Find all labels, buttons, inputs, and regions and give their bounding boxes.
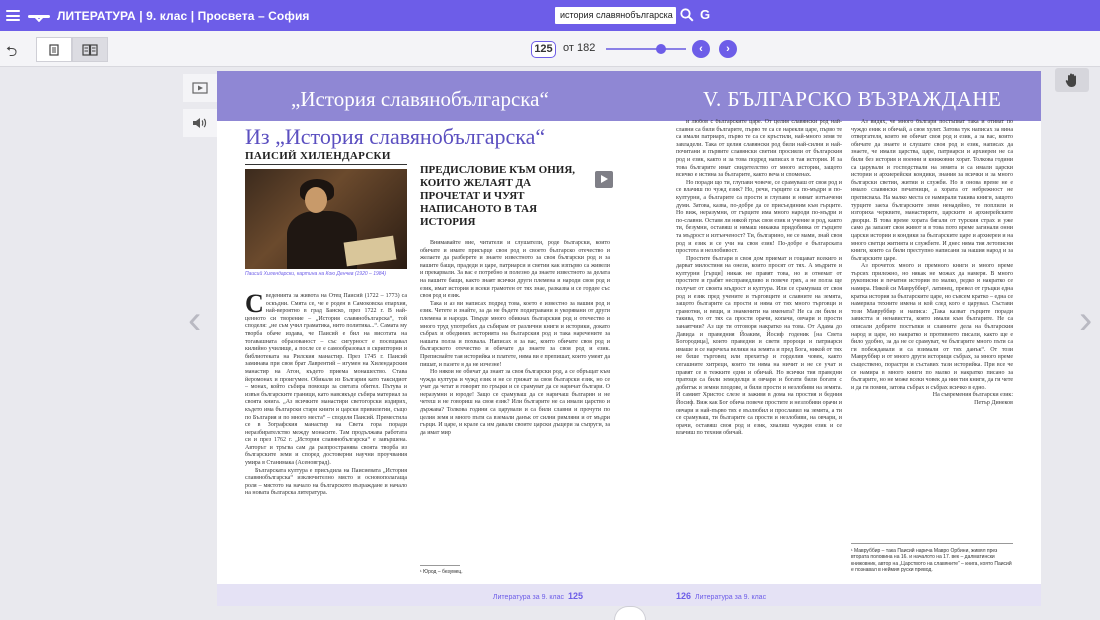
preface-title: ПРЕДИСЛОВИЕ КЪМ ОНИЯ, КОИТО ЖЕЛАЯТ ДА ПРОЧЕТАТ И ЧУЯТ НАПИСАНОТО В ТАЯ ИСТОРИЯ: [420, 164, 576, 228]
video-icon: [192, 82, 208, 94]
footnote-divider: [420, 565, 460, 566]
right-paragraph-4: Аз видях, че много българи постъпват така и отиват по чуждо еник и обичай, а своя хулят. Затова тук написах за вина отвергателя, които не обичат своя род и език, а за вас, които обичате да знаете и слушате своя род и език, написах да знаете, че имали царства, царе, патриарси и архиереи не са били без история и военни и книжовни хорат. Толкова години са царували и господствали на земята и са имали царски истории и архиерейски кондики, знания за всички и за много български светии, житии и служби. Но в онова време не е имало славянски печатници, а хората от небрежност не преписваха. На малко места се намирали такива книги, защото турците заеха българските земя ненадейно, те поплили и изгориха черквите, манастирите, царските и архиерейските дворци. В това време хората бягали от турския страх и уже само да запазят своя живот и в това пото време загинали онни царски истории и кондики за българските царе и архиереи и на много светци житията и службите. И днес няма тия летописни книги, които са били преступно написани за нашия народ и за българските царе.: [851, 119, 1013, 262]
page-count-label: от 182: [563, 42, 596, 54]
page-heading: Из „История славянобългарска“: [245, 124, 546, 149]
single-page-view-button[interactable]: [36, 37, 72, 62]
right-footer: [621, 584, 1041, 606]
biography-paragraph: ведeнията за живота на Отец Паисий (1722 – 1773) са оскъдни. Смята се, че е роден в Самоковска епархия, най-вероятно в град Банско, през 1722 г. В най-ценното си творение – „История славянобългарска“, той споделя: „не съм учил граматика, нито политика...“. Самата му творба обаче издава, че Паисий е бил на висотата на тогавашната образованост – със сигурност е посещавал килийно училище, а после се е самообразовал в скрипторни и библиотеката на Рилския манастир. През 1745 г. Паисий заминава при своя брат Лаврентий – игумен на Хилендарския манастир на Атон, където приема монашество. Става йеромонах и проигумен. Обикаля из България като таксидиот – монах, който събира помощи за светата обител. Пътува и извън българските граници, като навсякъде събира материал за своята книга. „Аз всичките манастири светогорски издирих, където има български стари книги и царски привилегии, също по България и по много места“ – споделя Паисий. Преместила се в Зографския манастир на Света гора поради неразбирателство между монасите. Там продължава работата си и през 1762 г. „История славянобългарска“ е завършена. Авторът и тръгва сам да разпространява своята творба из българските земи и според достоверни научни проучвания умира в Станимака (Асеновград).: [245, 293, 407, 467]
right-column-1: [676, 119, 842, 579]
previous-page-button[interactable]: ‹: [692, 40, 710, 58]
right-footer-label: 126 Литература за 9. клас: [676, 591, 767, 601]
audio-button[interactable]: [183, 109, 217, 137]
translator-name: Петър Динеков: [974, 399, 1013, 406]
right-column-2: [851, 119, 1013, 541]
left-page-band: [217, 71, 621, 121]
app-title: ЛИТЕРАТУРА | 9. клас | Просвета – София: [57, 8, 310, 23]
author-divider: [245, 164, 407, 165]
right-paragraph-2: Но поради що ти, глупави човече, се срамуваш от своя род и се влачиш по чужд език? Но, речи, гърците са по-мъдри и по-културни, а българите са прости и глупави и нямат изтънчени думи. Затова, казва, по-добре да се присъединим към гърците. Но виж, неразумни, от гърците има много народи по-мъдри и по-славни. Оставя ли някой грък своя език и учение и род, както ти, безумни, оставяш и нямаш никаква придобивка от гърците та мъдрост и изтънченост? Ти, българино, не се мами, знай своя род и език и се учи на своя език! По-добре е българската простота и незлобивост.: [676, 179, 842, 255]
page-slider[interactable]: [606, 48, 686, 50]
page-curl-handle[interactable]: [614, 606, 646, 620]
footnote: ¹ Юрод – безумец.: [420, 569, 463, 575]
search-icon[interactable]: [680, 8, 694, 22]
hand-tool-button[interactable]: [1055, 68, 1089, 92]
search-input[interactable]: история славянобългарска: [555, 7, 676, 24]
right-paragraph-1: и любов с българските царе. От целия славянски род най-славни са били българите, първо те са се нарекли царе, първо те са имали патриарх, първо те са се кръстили, най-много земя те завладели. Така от целия славянски род били най-силни и най-почитани и първите славянски светии просияли от българския род и език, както и за това подред написах в тая история. И за това българите имат свидетелство от много истории, защото всичко е истина за българите, както веча и споменах.: [676, 119, 842, 179]
right-footnote-divider: [851, 543, 1013, 544]
left-page: [217, 71, 621, 606]
next-spread-arrow[interactable]: ›: [1079, 298, 1093, 342]
preface-text: [420, 240, 610, 562]
translation-note: На съвремения български език:: [932, 392, 1013, 399]
single-page-icon: [49, 44, 59, 56]
double-page-view-button[interactable]: [72, 37, 108, 62]
logo: [28, 9, 50, 23]
right-footnote: ¹ Мавруббир – така Паисий нарича Мавро Орбини, живял през втората половина на 16. и началото на 17. век – далматински книжовник, автор на „Царството на славяните“ – книга, която Паисий е познавал в неймия руски превод.: [851, 548, 1012, 574]
top-bar: [0, 0, 1100, 31]
video-button[interactable]: [183, 74, 217, 102]
biography-text: [245, 293, 407, 578]
right-paragraph-3: Простите българи в своя дом приемат и гощават всекиго и дарват милостиня на онези, които просят от тях. А мъдрите и културни [гърци] никак не правят това, но и отнемат от простите и грабят несправедливо и повече грях, а не полза ще получат от своята мъдрост и култура. Или се срамуваш от своя род и език пред учените и търговците и славните на земята, защото българите са прости и няма от тях много търговци и грамотни, и вещи, и знаменити на имената? Не са ли били и такива, то от тях са прости орачи, копачи, овчари и прости занаятчии? Аз ще ти отговоря накратко на това. От Адама до Давида и праведния Йоаким, Йосиф годеник [на Света Богородица], които праведни и свети пророци и патриарси имаше и се наречеха велики на земята и пред Бога, никой от тях не беше търговец или прехитър и горделив човек, както сегашните хитреци, които ти няма на ничит и не се учат и правят се в тежките едни и обичай. Но всички тия праведни пратоци са били земеделци и овчари и богати били богати с добитък и земни плодове, и били прости и незлобиви на земята. И самият Христос слезе и заживя в дома на простия и бедния Йосиф. Виж как Бог обича повече простите и незлобиви орачи и овчари и най-първо тях е възлюбил и прославил на земята, а ти се срамуваш, ти българите са прости и незлобиви, на овчари, и орачи, оставяш своя род и език, хвалиш чуждия език и се влачиш по техния обичай.: [676, 255, 842, 437]
left-footer: [217, 584, 621, 606]
dropcap: С: [245, 293, 264, 318]
speaker-icon: [192, 116, 208, 130]
left-page-number: 125: [567, 591, 583, 601]
preface-paragraph-2: Така и аз ви написах подред това, което е известно за вашия род и език. Четете и знайте, за да не бъдете подигравани и укорявани от други племена и народи. Твърде много обикнах българския род и отечество и много труд употребих да събирам от различни книги и историки, докато събрах и обединих историята на българския род и така наречените за нашата полза и похвала. Написах я за вас, които обичате своя род и българското отечество и обичате да знаете за своя род и език. Преписвайте тая историйка и платете, няма ви е препишат, които умеят да пишат, и пазете я да не изчезне!: [420, 300, 610, 368]
preface-paragraph-1: Внимавайте вие, читатели и слушатели, роде български, които обичате и имате присърце своя род и своето българско отечество и желаете да разберете и знаете известното за своя български род и за вашите бащи, прадеди и царе, патриарси и светии как изпърво са живели и прекарвали. За вас е потребно и полезно да знаете известното за делата на вашите бащи, както знаят всички други племена и народи своя род и език, имат история и всеки грамотен от тях знае, разказва и се гордее със своя род и език.: [420, 240, 610, 300]
image-caption: Паисий Хилендарски, картина на Кою Денчев (1920 – 1984): [245, 271, 386, 277]
author-name: ПАИСИЙ ХИЛЕНДАРСКИ: [245, 150, 391, 162]
right-paragraph-5: Аз прочетох много и премного книги и много време търсих прилежно, но някак не можах да намеря. В много рукописни и печатни истории по малко, редко и накратко се намира. Някой си Мавруббир¹, латинец, превел от гръцки една кратка история за българските царе, но съвсем кратко – една се намерила техните имена и кой след кого е царувал. Състави този Мавруббир и написа: „Така казват гърците поради завистта и ненавистта, която имали към българите. Не са описали добрите постъпки и славните дела на българския народ и царе, но накратко и противното писали, както ще е било удобно, за да не се срамуват, че българите много пъти са ги побеждавали и са взимали от тях данък“. От този Мавруббир и от много други историци събрах, за много време съществено, порастри и съставих тази историйка. При все че се намира в много книги по малко и накратко писано за българите, но не може всеки човек да ния тия книги, да ги чете и да ги помни, затова събрах и събрах всичко в едно.: [851, 263, 1013, 391]
double-page-icon: [82, 44, 98, 56]
right-band-title: V. БЪЛГАРСКО ВЪЗРАЖДАНЕ: [703, 87, 1002, 111]
portrait-image: [245, 169, 407, 269]
previous-spread-arrow[interactable]: ‹: [188, 298, 202, 342]
next-page-button[interactable]: ›: [719, 40, 737, 58]
g-icon[interactable]: G: [700, 7, 711, 22]
page-slider-knob[interactable]: [656, 44, 666, 54]
menu-icon[interactable]: [6, 10, 20, 21]
back-icon[interactable]: ⮌: [6, 43, 18, 59]
preface-paragraph-3: Но някои не обичат да знаят за своя български род, а се обръщат към чужда култура и чужд език и не се грижат за своя български език, но се учат да четат и говорят по гръцки и се срамуват да се наричат българи. О неразумни и юроде! Защо се срамуваш да се наричаш българин и не четеш и не говориш на своя език? Или българите не са имали царство и държава? Толкова години са царували и са били славни и прочути по целия земя и много пъти са вземали данък от силни римляни и от мъдри гърци. И царе, и крале са им давали своите царски дъщери за съпруги, за да имат мир: [420, 369, 610, 436]
play-media-icon[interactable]: [595, 171, 613, 188]
biography-paragraph-2: Българската култура е присъдила на Паисиевата „История славянобългарска“ изключително място и основополагаща роля – мястото на начало на българското възраждане и начало на новата българска литература.: [245, 467, 407, 497]
right-page: [621, 71, 1041, 606]
right-page-band: [621, 71, 1041, 121]
page-number-input[interactable]: 125: [531, 41, 556, 58]
right-page-number: 126: [676, 591, 692, 601]
left-footer-label: Литература за 9. клас 125: [492, 591, 583, 601]
hand-icon: [1065, 72, 1079, 88]
left-band-title: „История славянобългарска“: [291, 87, 549, 111]
